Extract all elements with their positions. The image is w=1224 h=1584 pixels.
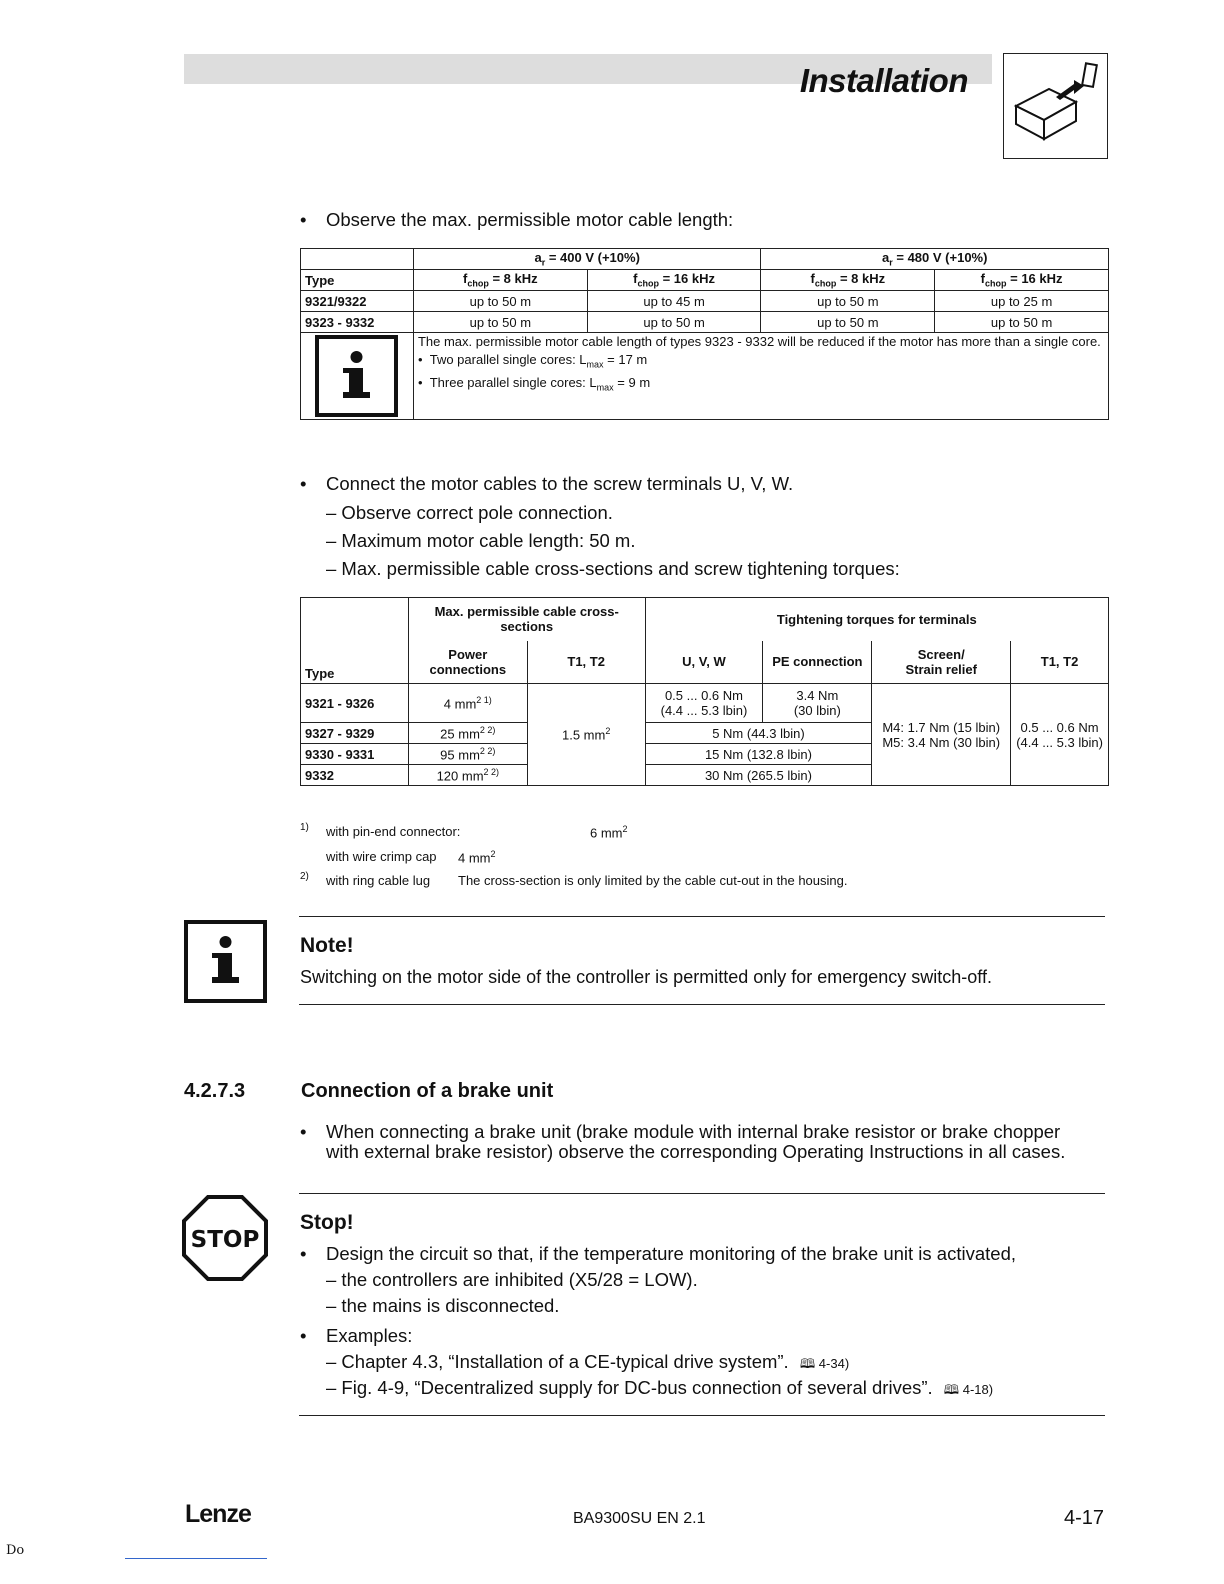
note-info-icon — [184, 920, 267, 1003]
screen-cell: M4: 1.7 Nm (15 lbin) M5: 3.4 Nm (30 lbin) — [872, 684, 1011, 786]
torque-table — [300, 597, 1109, 786]
table-row — [301, 312, 1109, 333]
type-header: Type — [301, 270, 414, 291]
table-header-row — [301, 270, 1109, 291]
uvw-cell: 0.5 ... 0.6 Nm (4.4 ... 5.3 lbin) — [645, 684, 763, 723]
installation-icon — [1003, 53, 1108, 159]
page-reference[interactable]: 🕮 4-18) — [943, 1382, 994, 1397]
t1t2-torque-cell: 0.5 ... 0.6 Nm (4.4 ... 5.3 lbin) — [1011, 684, 1109, 786]
sub-item: – the controllers are inhibited (X5/28 = LOW). — [326, 1269, 698, 1290]
sub-item: – the mains is disconnected. — [326, 1295, 560, 1316]
type-cell: 9323 - 9332 — [301, 312, 414, 333]
value-cell: up to 45 m — [587, 291, 761, 312]
type-cell: 9321/9322 — [301, 291, 414, 312]
pe-cell: 3.4 Nm (30 lbin) — [763, 684, 872, 723]
uvw-header: U, V, W — [645, 641, 763, 684]
example-item: – Fig. 4-9, “Decentralized supply for DC-bus connection of several drives”. 🕮 4-18) — [326, 1377, 994, 1398]
brake-bullet: • When connecting a brake unit (brake module with internal brake resistor or brake chopper with external brake resistor) observe the corresponding Operating Instructions in all cases. — [300, 1121, 1066, 1162]
torque-cell: 15 Nm (132.8 lbin) — [645, 744, 872, 765]
type-cell: 9330 - 9331 — [301, 744, 409, 765]
value-cell: up to 50 m — [761, 312, 935, 333]
table-row — [301, 291, 1109, 312]
value-cell: up to 50 m — [413, 291, 587, 312]
section-number: 4.2.7.3 — [184, 1080, 246, 1102]
table-note-row — [301, 333, 1109, 420]
value-cell: up to 50 m — [587, 312, 761, 333]
cable-length-intro: • Observe the max. permissible motor cable length: — [300, 209, 734, 230]
book-icon: 🕮 — [943, 1382, 960, 1397]
info-icon-cell — [301, 333, 414, 420]
document-id: BA9300SU EN 2.1 — [573, 1510, 706, 1527]
cross-section-header: Max. permissible cable cross-sections — [408, 598, 645, 641]
pe-header: PE connection — [763, 641, 872, 684]
footnote-value: 6 $mm^2$ — [590, 824, 628, 841]
power-cell: 25 $mm^{2 2)}$ — [408, 723, 527, 744]
stop-bullet: • Design the circuit so that, if the temperature monitoring of the brake unit is activated, — [300, 1243, 1016, 1264]
example-item: – Chapter 4.3, “Installation of a CE-typical drive system”. 🕮 4-34) — [326, 1351, 850, 1372]
freq-header: $f_{chop} = 8$ kHz — [761, 270, 935, 291]
footnote-mark: 2) — [300, 871, 309, 882]
cable-length-table — [300, 248, 1109, 420]
svg-text:STOP: STOP — [190, 1227, 260, 1253]
freq-header: $f_{chop} = 8$ kHz — [413, 270, 587, 291]
screen-header: Screen/ Strain relief — [872, 641, 1011, 684]
stop-title: Stop! — [300, 1211, 354, 1234]
note-bullet: • Three parallel single cores: $L_{max} = 9$ m — [417, 374, 651, 393]
type-header: Type — [301, 598, 409, 684]
divider — [299, 1415, 1105, 1416]
power-cell: 4 $mm^{2 1)}$ — [408, 684, 527, 723]
power-cell: 95 $mm^{2 2)}$ — [408, 744, 527, 765]
torque-header: Tightening torques for terminals — [645, 598, 1108, 641]
note-bullet: • Two parallel single cores: $L_{max} = 17$ m — [417, 352, 648, 370]
stop-icon — [182, 1195, 268, 1286]
value-cell: up to 25 m — [935, 291, 1109, 312]
freq-header: $f_{chop} = 16$ kHz — [587, 270, 761, 291]
table-header-row — [301, 249, 1109, 270]
table-row — [301, 684, 1109, 723]
sub-item: – Observe correct pole connection. — [326, 502, 613, 523]
group-480-header: $a_r = 480$ V (+10%) — [761, 249, 1109, 270]
footnote-value: The cross-section is only limited by the cable cut-out in the housing. — [458, 873, 848, 888]
footnote-value: 4 $mm^2$ — [458, 849, 496, 866]
note-text: Switching on the motor side of the controller is permitted only for emergency switch-off. — [300, 967, 992, 987]
type-cell: 9332 — [301, 765, 409, 786]
info-icon — [315, 335, 398, 417]
section-title: Connection of a brake unit — [301, 1080, 554, 1102]
footnote-label: with ring cable lug — [326, 873, 431, 888]
type-cell: 9327 - 9329 — [301, 723, 409, 744]
sub-item: – Maximum motor cable length: 50 m. — [326, 530, 636, 551]
divider — [299, 916, 1105, 917]
t1t2-header: T1, T2 — [527, 641, 645, 684]
power-header: Power connections — [408, 641, 527, 684]
footnote-mark: 1) — [300, 822, 309, 833]
footnote-label: with wire crimp cap — [326, 849, 437, 864]
type-cell: 9321 - 9326 — [301, 684, 409, 723]
divider — [299, 1193, 1105, 1194]
t1t2-cell: 1.5 $mm^2$ — [527, 684, 645, 786]
torque-cell: 5 Nm (44.3 lbin) — [645, 723, 872, 744]
page-title: Installation — [799, 62, 968, 99]
value-cell: up to 50 m — [413, 312, 587, 333]
value-cell: up to 50 m — [761, 291, 935, 312]
note-cell — [413, 333, 1108, 420]
group-400-header: $a_r = 400$ V (+10%) — [413, 249, 761, 270]
corner-text: Do — [6, 1543, 25, 1558]
power-cell: 120 $mm^{2 2)}$ — [408, 765, 527, 786]
table-header-row — [301, 641, 1109, 684]
page-number: 4-17 — [1064, 1507, 1105, 1529]
table-header-row — [301, 598, 1109, 641]
freq-header: $f_{chop} = 16$ kHz — [935, 270, 1109, 291]
sub-item: – Max. permissible cable cross-sections and screw tightening torques: — [326, 558, 900, 579]
footnote-label: with pin-end connector: — [326, 824, 461, 839]
note-line: The max. permissible motor cable length of types 9323 - 9332 will be reduced if the motor has more than a single core. — [417, 334, 1101, 349]
lenze-logo: Lenze — [185, 1500, 251, 1528]
note-title: Note! — [300, 934, 354, 957]
divider — [299, 1004, 1105, 1005]
page-reference[interactable]: 🕮 4-34) — [799, 1356, 850, 1371]
stop-bullet: • Examples: — [300, 1325, 413, 1346]
link-underline — [125, 1558, 267, 1559]
t1t2-torque-header: T1, T2 — [1011, 641, 1109, 684]
motor-cables-bullet: • Connect the motor cables to the screw terminals U, V, W. — [300, 473, 794, 494]
book-icon: 🕮 — [799, 1356, 816, 1371]
value-cell: up to 50 m — [935, 312, 1109, 333]
torque-cell: 30 Nm (265.5 lbin) — [645, 765, 872, 786]
